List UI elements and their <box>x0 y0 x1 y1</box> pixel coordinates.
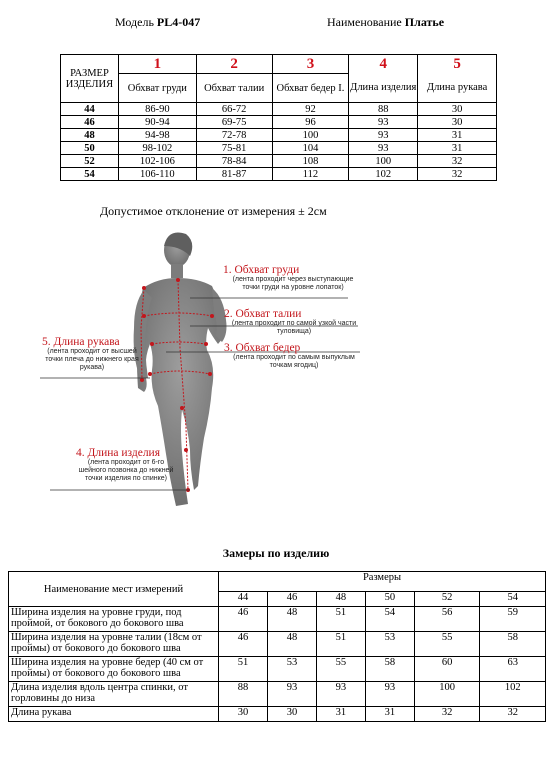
size-row <box>61 142 497 155</box>
label-title: 5. Длина рукава <box>42 336 120 348</box>
value-cell: 93 <box>349 142 418 155</box>
size-header: РАЗМЕР ИЗДЕЛИЯ <box>61 55 119 103</box>
label-title: 3. Обхват бедер <box>224 342 301 354</box>
value-cell: 88 <box>349 103 418 116</box>
col-number: 1 <box>118 55 196 74</box>
size-column-header: 46 <box>267 591 316 606</box>
measurement-value: 55 <box>414 632 480 657</box>
label-hips <box>224 342 364 370</box>
measurement-row <box>9 707 546 722</box>
size-cell: 48 <box>61 129 119 142</box>
value-cell: 94-98 <box>118 129 196 142</box>
measurement-value: 51 <box>219 657 268 682</box>
value-cell: 98-102 <box>118 142 196 155</box>
value-cell: 102 <box>349 168 418 181</box>
measurement-value: 51 <box>316 632 365 657</box>
measurement-value: 102 <box>480 682 546 707</box>
size-row <box>61 103 497 116</box>
value-cell: 100 <box>272 129 349 142</box>
name-line <box>327 15 444 30</box>
size-row <box>61 129 497 142</box>
label-note: (лента проходит через выступающие точки груди на уровне лопаток) <box>232 276 354 291</box>
value-cell: 78-84 <box>196 155 272 168</box>
col-number: 3 <box>272 55 349 74</box>
value-cell: 112 <box>272 168 349 181</box>
label-length <box>76 447 176 483</box>
model-label: Модель <box>115 15 154 29</box>
value-cell: 30 <box>418 116 497 129</box>
size-table <box>60 54 497 181</box>
measurement-name: Ширина изделия на уровне бедер (40 см от проймы) от бокового до бокового шва <box>9 657 219 682</box>
value-cell: 32 <box>418 168 497 181</box>
measurement-name: Длина рукава <box>9 707 219 722</box>
col-header-chest: Обхват груди <box>118 74 196 103</box>
measurement-value: 60 <box>414 657 480 682</box>
measurement-value: 48 <box>267 607 316 632</box>
size-cell: 44 <box>61 103 119 116</box>
size-row <box>61 155 497 168</box>
size-column-header: 52 <box>414 591 480 606</box>
size-column-header: 54 <box>480 591 546 606</box>
value-cell: 100 <box>349 155 418 168</box>
label-title: 1. Обхват груди <box>223 264 300 276</box>
measurement-value: 30 <box>219 707 268 722</box>
value-cell: 32 <box>418 155 497 168</box>
measurement-row <box>9 682 546 707</box>
value-cell: 96 <box>272 116 349 129</box>
measurement-value: 51 <box>316 607 365 632</box>
label-note: (лента проходит от высшей точки плеча до нижнего края рукава) <box>45 348 139 371</box>
measurement-value: 46 <box>219 607 268 632</box>
value-cell: 92 <box>272 103 349 116</box>
value-cell: 75-81 <box>196 142 272 155</box>
col-header-sleeve: Длина рукава <box>418 74 497 103</box>
measurement-value: 32 <box>480 707 546 722</box>
label-note: (лента проходит от 6-го шейного позвонка до нижней точки изделия по спинке) <box>78 459 174 482</box>
label-waist <box>224 308 364 336</box>
measurement-value: 88 <box>219 682 268 707</box>
value-cell: 104 <box>272 142 349 155</box>
size-column-header: 50 <box>365 591 414 606</box>
size-cell: 46 <box>61 116 119 129</box>
size-cell: 54 <box>61 168 119 181</box>
name-label: Наименование <box>327 15 402 29</box>
measurement-value: 93 <box>267 682 316 707</box>
measurement-value: 93 <box>365 682 414 707</box>
col-header-hips: Обхват бедер I. <box>272 74 349 103</box>
label-chest <box>223 264 363 292</box>
measurement-name: Ширина изделия на уровне груди, под проймой, от бокового до бокового шва <box>9 607 219 632</box>
value-cell: 106-110 <box>118 168 196 181</box>
size-cell: 50 <box>61 142 119 155</box>
label-sleeve <box>42 336 142 372</box>
size-row <box>61 116 497 129</box>
tolerance-note: Допустимое отклонение от измерения ± 2см <box>100 204 327 218</box>
measurement-value: 55 <box>316 657 365 682</box>
label-title: 4. Длина изделия <box>76 447 160 459</box>
value-cell: 90-94 <box>118 116 196 129</box>
col-number: 2 <box>196 55 272 74</box>
sizes-header: Размеры <box>219 572 546 592</box>
value-cell: 108 <box>272 155 349 168</box>
value-cell: 30 <box>418 103 497 116</box>
value-cell: 31 <box>418 142 497 155</box>
size-row <box>61 168 497 181</box>
value-cell: 93 <box>349 116 418 129</box>
measurement-row <box>9 607 546 632</box>
model-line <box>115 15 200 30</box>
value-cell: 102-106 <box>118 155 196 168</box>
label-note: (лента проходит по самым выпуклым точкам ягодиц) <box>233 354 355 369</box>
measurement-value: 54 <box>365 607 414 632</box>
measurement-value: 48 <box>267 632 316 657</box>
measurement-value: 53 <box>267 657 316 682</box>
measurement-value: 93 <box>316 682 365 707</box>
measurement-row <box>9 632 546 657</box>
col-number: 5 <box>418 55 497 74</box>
measurement-value: 59 <box>480 607 546 632</box>
measurement-row <box>9 657 546 682</box>
value-cell: 86-90 <box>118 103 196 116</box>
name-value: Платье <box>404 15 445 29</box>
measurement-value: 30 <box>267 707 316 722</box>
col-header-length: Длина изделия <box>349 74 418 103</box>
measurement-value: 58 <box>365 657 414 682</box>
measurement-value: 31 <box>316 707 365 722</box>
measurement-name: Ширина изделия на уровне талии (18см от проймы) от бокового до бокового шва <box>9 632 219 657</box>
col-number: 4 <box>349 55 418 74</box>
value-cell: 93 <box>349 129 418 142</box>
label-title: 2. Обхват талии <box>224 308 302 320</box>
name-header: Наименование мест измерений <box>9 572 219 607</box>
model-value: PL4-047 <box>156 15 201 29</box>
measurement-value: 56 <box>414 607 480 632</box>
measurement-value: 53 <box>365 632 414 657</box>
value-cell: 31 <box>418 129 497 142</box>
label-note: (лента проходит по самой узкой части туловища) <box>231 320 357 335</box>
measurement-value: 31 <box>365 707 414 722</box>
size-cell: 52 <box>61 155 119 168</box>
measurements-title: Замеры по изделию <box>222 546 330 560</box>
size-column-header: 48 <box>316 591 365 606</box>
value-cell: 69-75 <box>196 116 272 129</box>
measurement-value: 100 <box>414 682 480 707</box>
value-cell: 66-72 <box>196 103 272 116</box>
value-cell: 72-78 <box>196 129 272 142</box>
value-cell: 81-87 <box>196 168 272 181</box>
measurement-value: 63 <box>480 657 546 682</box>
col-header-waist: Обхват талии <box>196 74 272 103</box>
size-column-header: 44 <box>219 591 268 606</box>
measurement-name: Длина изделия вдоль центра спинки, от горловины до низа <box>9 682 219 707</box>
measurement-figure <box>40 228 370 528</box>
measurements-table <box>8 571 546 722</box>
measurement-value: 32 <box>414 707 480 722</box>
measurement-value: 58 <box>480 632 546 657</box>
measurement-value: 46 <box>219 632 268 657</box>
